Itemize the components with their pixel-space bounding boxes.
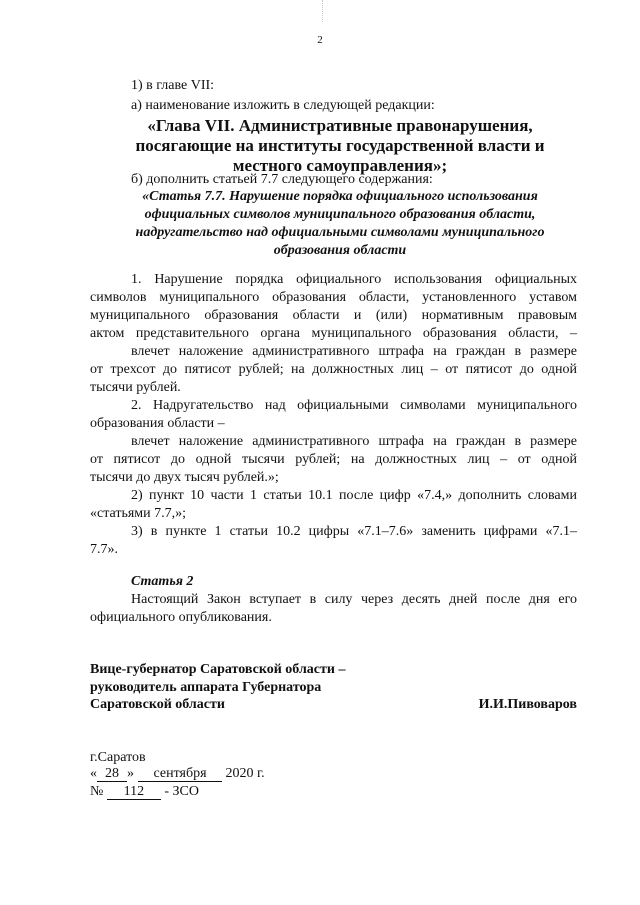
- signatory-position-line-3: Саратовской области: [90, 697, 225, 712]
- paragraph-1-line-3: муниципального образования области и (или) нормативным правовым: [90, 308, 577, 323]
- amendment-subitem-b: б) дополнить статьей 7.7 следующего содержания:: [131, 172, 433, 187]
- article-2-text-line-1: Настоящий Закон вступает в силу через десять дней после дня его: [131, 592, 577, 607]
- amendment-item-3-line-2: 7.7».: [90, 542, 118, 557]
- paragraph-4-line-3: тысячи до двух тысяч рублей.»;: [90, 470, 279, 485]
- paragraph-1-line-4: актом представительного органа муниципального образования области, –: [90, 326, 577, 341]
- number-value: 112: [107, 785, 161, 800]
- number-sign: №: [90, 784, 104, 799]
- paragraph-4-line-1: влечет наложение административного штрафа на граждан в размере: [131, 434, 577, 449]
- article-2-text-line-2: официального опубликования.: [90, 610, 272, 625]
- chapter-title-line-2: посягающие на институты государственной власти и: [135, 136, 545, 155]
- place-of-signing: г.Саратов: [90, 750, 146, 765]
- law-number: [90, 784, 199, 800]
- amendment-subitem-a: а) наименование изложить в следующей редакции:: [131, 98, 435, 113]
- signing-date: [90, 766, 265, 782]
- number-suffix: - ЗСО: [164, 784, 199, 799]
- article-7-7-title-line-3: надругательство над официальными символами муниципального: [135, 225, 545, 240]
- margin-dotted-line: [322, 0, 323, 22]
- article-7-7-title-line-2: официальных символов муниципального образования области,: [144, 207, 536, 222]
- signatory-position-line-1: Вице-губернатор Саратовской области –: [90, 662, 346, 677]
- paragraph-1-line-1: 1. Нарушение порядка официального использования официальных: [131, 272, 577, 287]
- paragraph-3-line-1: 2. Надругательство над официальными символами муниципального: [131, 398, 577, 413]
- date-quote-close: »: [127, 766, 134, 781]
- amendment-item-2-line-1: 2) пункт 10 части 1 статьи 10.1 после цифр «7.4,» дополнить словами: [131, 488, 577, 503]
- date-quote-open: «: [90, 766, 97, 781]
- date-day: 28: [97, 767, 127, 782]
- paragraph-1-line-2: символов муниципального образования области, установленного уставом: [90, 290, 577, 305]
- page-number: 2: [317, 34, 323, 46]
- paragraph-4-line-2: от пятисот до одной тысячи рублей; на должностных лиц – от одной: [90, 452, 577, 467]
- paragraph-3-line-2: образования области –: [90, 416, 225, 431]
- amendment-item-3-line-1: 3) в пункте 1 статьи 10.2 цифры «7.1–7.6» заменить цифрами «7.1–: [131, 524, 577, 539]
- chapter-title-line-1: «Глава VII. Административные правонарушения,: [147, 116, 533, 135]
- signatory-position-line-2: руководитель аппарата Губернатора: [90, 680, 322, 695]
- amendment-item-2-line-2: «статьями 7.7,»;: [90, 506, 187, 521]
- amendment-item-1: 1) в главе VII:: [131, 78, 215, 93]
- article-2-title: Статья 2: [131, 574, 194, 589]
- signatory-name: И.И.Пивоваров: [478, 697, 577, 712]
- chapter-title-line-3: местного самоуправления»;: [232, 156, 448, 175]
- article-7-7-title-line-4: образования области: [273, 243, 407, 258]
- date-month: сентября: [138, 767, 222, 782]
- paragraph-2-line-2: от трехсот до пятисот рублей; на должностных лиц – от пятисот до одной: [90, 362, 577, 377]
- paragraph-2-line-1: влечет наложение административного штрафа на граждан в размере: [131, 344, 577, 359]
- paragraph-2-line-3: тысячи рублей.: [90, 380, 181, 395]
- article-7-7-title-line-1: «Статья 7.7. Нарушение порядка официального использования: [142, 189, 538, 204]
- date-year: 2020 г.: [225, 766, 265, 781]
